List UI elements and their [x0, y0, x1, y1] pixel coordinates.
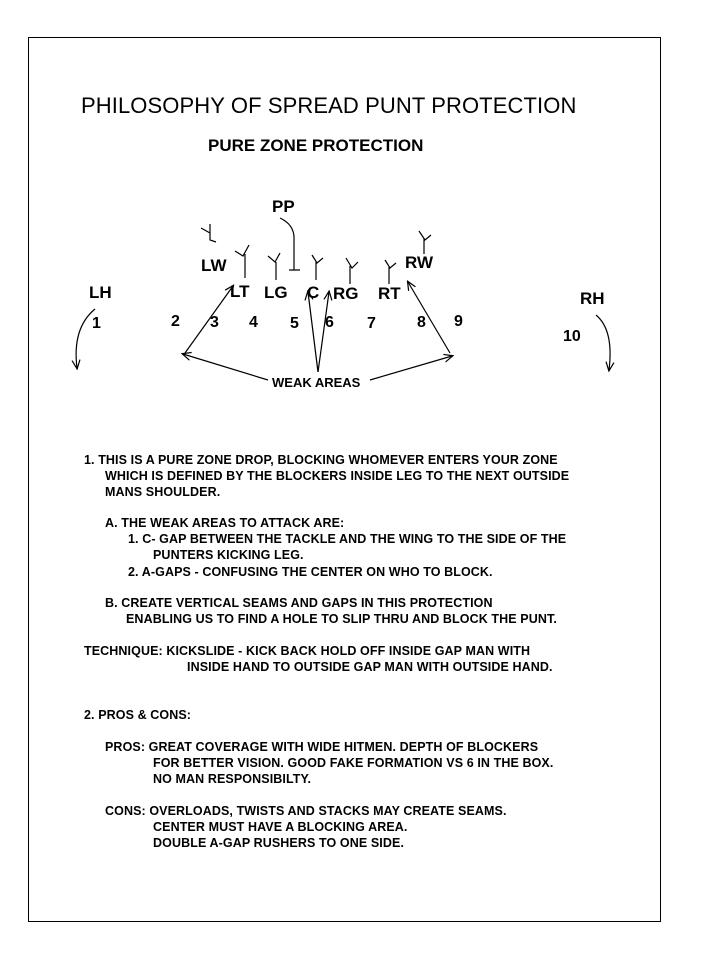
weak-areas-label: WEAK AREAS	[272, 375, 361, 390]
weak-arrow-left-up	[185, 286, 233, 353]
zone-number: 3	[210, 314, 219, 331]
c-mark	[312, 255, 323, 280]
note-line: B. CREATE VERTICAL SEAMS AND GAPS IN THIS PROTECTION	[105, 596, 493, 610]
label-rh: RH	[580, 289, 605, 308]
note-line: PUNTERS KICKING LEG.	[153, 548, 304, 562]
label-rg: RG	[333, 284, 359, 303]
zone-number: 8	[417, 314, 426, 331]
note-line: A. THE WEAK AREAS TO ATTACK ARE:	[105, 516, 345, 530]
note-line: INSIDE HAND TO OUTSIDE GAP MAN WITH OUTSIDE HAND.	[187, 660, 553, 674]
label-pp: PP	[272, 197, 295, 216]
zone-number: 10	[563, 328, 581, 345]
label-rw: RW	[405, 253, 434, 272]
note-line: DOUBLE A-GAP RUSHERS TO ONE SIDE.	[153, 836, 405, 850]
label-lh: LH	[89, 283, 112, 302]
weak-arrow-to-right	[370, 356, 452, 380]
note-line: 2. PROS & CONS:	[84, 708, 192, 722]
zone-number: 1	[92, 315, 101, 332]
note-line: CONS: OVERLOADS, TWISTS AND STACKS MAY CREATE SEAMS.	[105, 804, 507, 818]
note-line: PROS: GREAT COVERAGE WITH WIDE HITMEN. DEPTH OF BLOCKERS	[105, 740, 539, 754]
note-line: FOR BETTER VISION. GOOD FAKE FORMATION VS 6 IN THE BOX.	[153, 756, 554, 770]
page-subtitle: PURE ZONE PROTECTION	[208, 136, 424, 155]
zone-number: 4	[249, 314, 258, 331]
label-lw: LW	[201, 256, 227, 275]
page-title: PHILOSOPHY OF SPREAD PUNT PROTECTION	[81, 93, 577, 118]
pp-mark	[280, 218, 300, 270]
zone-number: 6	[325, 314, 334, 331]
rh-arrow	[596, 315, 610, 370]
note-line: CENTER MUST HAVE A BLOCKING AREA.	[153, 820, 408, 834]
zone-number: 5	[290, 315, 299, 332]
rt-mark	[385, 260, 396, 284]
note-line: TECHNIQUE: KICKSLIDE - KICK BACK HOLD OFF INSIDE GAP MAN WITH	[84, 644, 531, 658]
lt-block-mark	[235, 245, 249, 278]
weak-arrow-center-left	[308, 292, 318, 372]
zone-number: 7	[367, 315, 376, 332]
zone-number: 9	[454, 313, 463, 330]
note-line: MANS SHOULDER.	[105, 485, 221, 499]
zone-number: 2	[171, 313, 180, 330]
rw-mark	[419, 231, 431, 254]
rg-mark	[346, 258, 358, 284]
label-lg: LG	[264, 283, 288, 302]
weak-arrow-to-left	[183, 354, 268, 380]
note-line: 1. C- GAP BETWEEN THE TACKLE AND THE WING TO THE SIDE OF THE	[128, 532, 567, 546]
label-rt: RT	[378, 284, 401, 303]
note-line: 2. A-GAPS - CONFUSING THE CENTER ON WHO TO BLOCK.	[128, 565, 493, 579]
label-c: C	[307, 283, 320, 302]
note-line: ENABLING US TO FIND A HOLE TO SLIP THRU AND BLOCK THE PUNT.	[126, 612, 557, 626]
note-line: 1. THIS IS A PURE ZONE DROP, BLOCKING WHOMEVER ENTERS YOUR ZONE	[84, 453, 558, 467]
lg-block-mark	[268, 253, 280, 280]
weak-arrow-right-up	[408, 282, 450, 353]
note-line: WHICH IS DEFINED BY THE BLOCKERS INSIDE LEG TO THE NEXT OUTSIDE	[105, 469, 570, 483]
lw-block-mark	[201, 224, 216, 242]
note-line: NO MAN RESPONSIBILTY.	[153, 772, 312, 786]
weak-arrow-center-right	[318, 292, 329, 372]
label-lt: LT	[230, 282, 250, 301]
